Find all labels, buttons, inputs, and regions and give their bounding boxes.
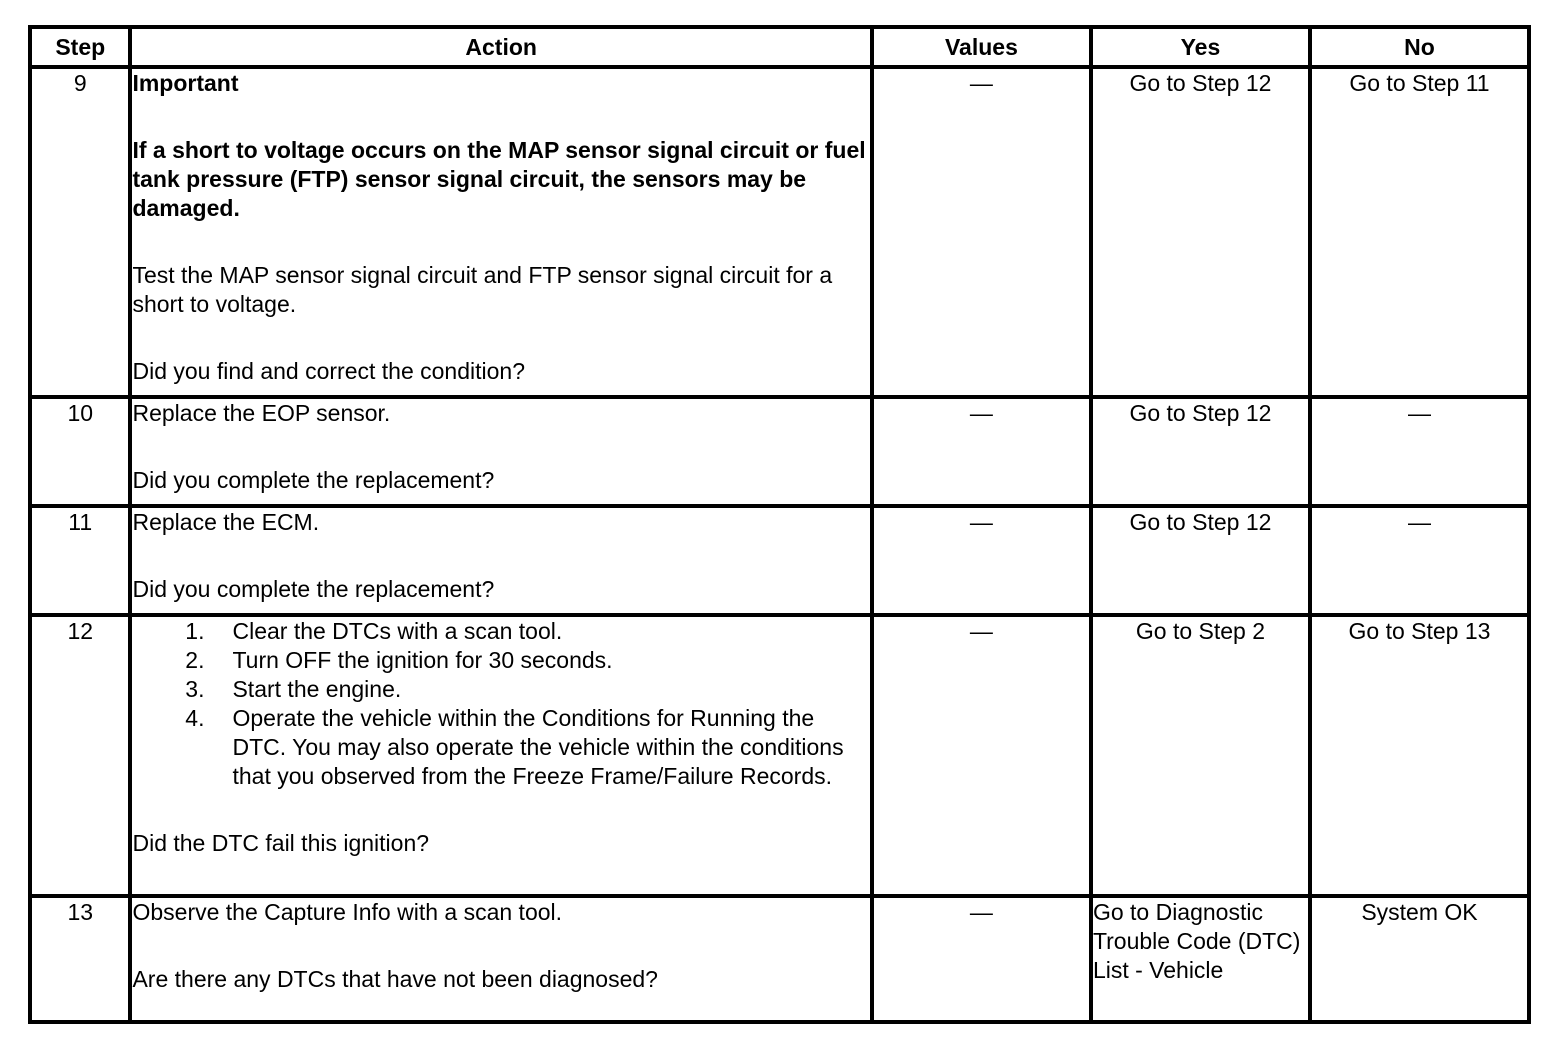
- no-cell: System OK: [1310, 896, 1529, 1022]
- list-item: [132, 704, 869, 791]
- substep-text: Start the engine.: [232, 676, 402, 702]
- values-cell: —: [872, 67, 1091, 397]
- diagnostic-table-container: [28, 25, 1531, 1024]
- action-question: Did the DTC fail this ignition?: [132, 830, 430, 856]
- substep-number: 3.: [185, 676, 205, 702]
- action-cell: [130, 397, 871, 506]
- list-item: [132, 617, 869, 646]
- substep-text: Turn OFF the ignition for 30 seconds.: [232, 647, 613, 673]
- action-question: Did you complete the replacement?: [132, 576, 495, 602]
- action-instruction: Replace the ECM.: [132, 509, 320, 535]
- action-instruction: Observe the Capture Info with a scan tool.: [132, 899, 563, 925]
- action-question: Are there any DTCs that have not been diagnosed?: [132, 966, 658, 992]
- step-number: 11: [30, 506, 130, 615]
- yes-cell: Go to Diagnostic Trouble Code (DTC) List - Vehicle: [1091, 896, 1310, 1022]
- table-row-step-10: [30, 397, 1529, 506]
- yes-cell: Go to Step 12: [1091, 506, 1310, 615]
- yes-cell: Go to Step 12: [1091, 397, 1310, 506]
- yes-cell: Go to Step 12: [1091, 67, 1310, 397]
- list-item: [132, 646, 869, 675]
- values-cell: —: [872, 615, 1091, 896]
- step-number: 12: [30, 615, 130, 896]
- action-cell: [130, 506, 871, 615]
- substep-text: Operate the vehicle within the Conditions for Running the DTC. You may also operate the vehicle within the conditions that you observed from the Freeze Frame/Failure Records.: [232, 705, 844, 789]
- header-yes: Yes: [1091, 27, 1310, 67]
- substep-number: 1.: [185, 618, 205, 644]
- substep-list: [132, 617, 869, 791]
- values-cell: —: [872, 397, 1091, 506]
- substep-text: Clear the DTCs with a scan tool.: [232, 618, 563, 644]
- no-cell: Go to Step 13: [1310, 615, 1529, 896]
- values-cell: —: [872, 506, 1091, 615]
- action-cell: [130, 896, 871, 1022]
- header-values: Values: [872, 27, 1091, 67]
- action-question: Did you complete the replacement?: [132, 467, 495, 493]
- step-number: 13: [30, 896, 130, 1022]
- action-question: Did you find and correct the condition?: [132, 358, 525, 384]
- action-cell: [130, 615, 871, 896]
- substep-number: 4.: [185, 705, 205, 731]
- table-row-step-9: [30, 67, 1529, 397]
- header-action: Action: [130, 27, 871, 67]
- important-text: If a short to voltage occurs on the MAP sensor signal circuit or fuel tank pressure (FTP) sensor signal circuit, the sensors may be damaged.: [132, 137, 866, 221]
- header-no: No: [1310, 27, 1529, 67]
- action-instruction: Replace the EOP sensor.: [132, 400, 391, 426]
- no-cell: —: [1310, 397, 1529, 506]
- header-row: [30, 27, 1529, 67]
- no-cell: Go to Step 11: [1310, 67, 1529, 397]
- values-cell: —: [872, 896, 1091, 1022]
- list-item: [132, 675, 869, 704]
- table-row-step-12: [30, 615, 1529, 896]
- action-cell: [130, 67, 871, 397]
- header-step: Step: [30, 27, 130, 67]
- action-instruction: Test the MAP sensor signal circuit and FTP sensor signal circuit for a short to voltage.: [132, 262, 833, 317]
- step-number: 9: [30, 67, 130, 397]
- step-number: 10: [30, 397, 130, 506]
- substep-number: 2.: [185, 647, 205, 673]
- table-row-step-11: [30, 506, 1529, 615]
- table-row-step-13: [30, 896, 1529, 1022]
- no-cell: —: [1310, 506, 1529, 615]
- diagnostic-table: [28, 25, 1531, 1024]
- yes-cell: Go to Step 2: [1091, 615, 1310, 896]
- important-title: Important: [132, 70, 239, 96]
